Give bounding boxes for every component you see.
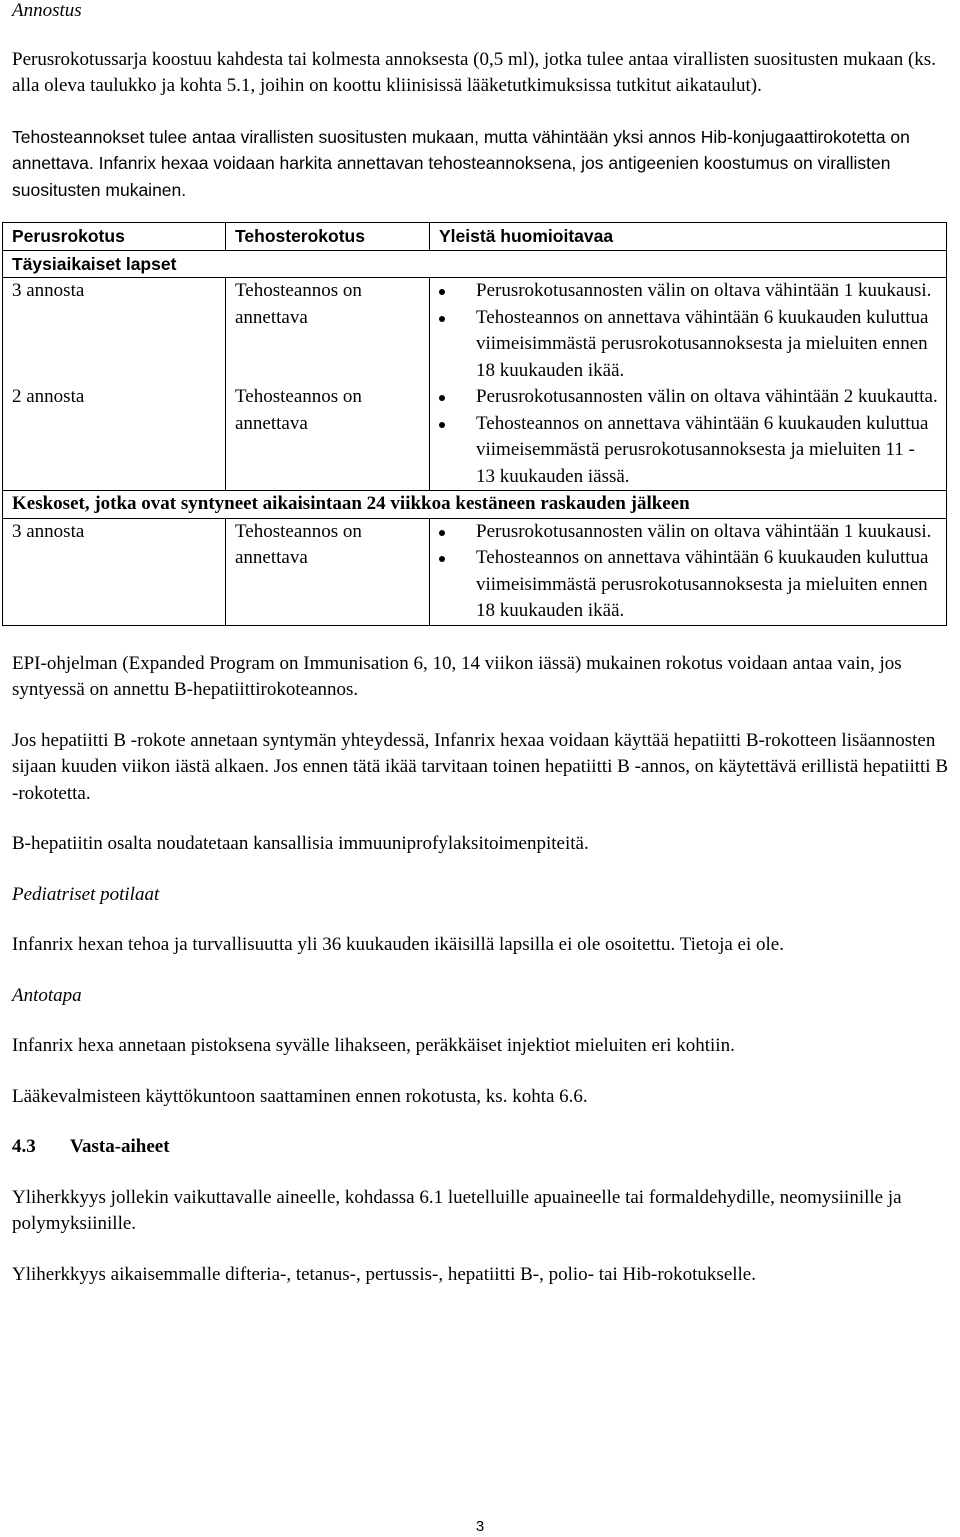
dosage-table	[2, 222, 947, 626]
section-title: Vasta-aiheet	[70, 1136, 170, 1157]
section-number: 4.3	[12, 1136, 36, 1157]
table-row	[3, 518, 947, 625]
table-header-row	[3, 223, 947, 251]
list-item: Perusrokotusannosten välin on oltava vähintään 1 kuukausi.	[476, 278, 938, 305]
row-notes	[430, 518, 947, 625]
contraindication-text1: Yliherkkyys jollekin vaikuttavalle aineelle, kohdassa 6.1 luetelluille apuaineelle tai formaldehydille, neomysiinille ja polymyksiinille.	[12, 1186, 902, 1234]
row-primary: 3 annosta	[3, 518, 226, 625]
table-row	[3, 278, 947, 385]
section1-title: Täysiaikaiset lapset	[3, 250, 947, 278]
list-item: Tehosteannos on annettava vähintään 6 kuukauden kuluttua viimeisimmästä perusrokotusannoksesta ja mieluiten ennen 18 kuukauden ikää.	[476, 305, 938, 385]
epi-paragraph: EPI-ohjelman (Expanded Program on Immunisation 6, 10, 14 viikon iässä) mukainen rokotus voidaan antaa vain, jos syntyessä on annettu B-hepatiittirokoteannos.	[12, 652, 902, 700]
pediatric-heading: Pediatriset potilaat	[12, 883, 160, 905]
header-booster: Tehosterokotus	[226, 223, 430, 251]
hepb-paragraph: Jos hepatiitti B -rokote annetaan syntymän yhteydessä, Infanrix hexaa voidaan käyttää hepatiitti B-rokotteen lisäannosten sijaan kuuden viikon iästä alkaen. Jos ennen tätä ikää tarvitaan toinen hepatiitti B -annos, on käytettävä erillistä hepatiitti B -rokotetta.	[12, 729, 949, 804]
section2-title: Keskoset, jotka ovat syntyneet aikaisintaan 24 viikkoa kestäneen raskauden jälkeen	[3, 491, 947, 519]
row-notes	[430, 278, 947, 385]
list-item: Tehosteannos on annettava vähintään 6 kuukauden kuluttua viimeisemmästä perusrokotusannoksesta ja mieluiten 11 - 13 kuukauden iässä.	[476, 411, 938, 491]
antotapa-heading: Antotapa	[12, 984, 82, 1006]
page-number: 3	[475, 1518, 485, 1535]
section1-title-row	[3, 250, 947, 278]
table-row	[3, 384, 947, 491]
annostus-para2: Tehosteannokset tulee antaa virallisten suositusten mukaan, mutta vähintään yksi annos Hib-konjugaattirokotetta on annettava. Infanrix hexaa voidaan harkita annettavan tehosteannoksena, jos antigeenien koostumus on virallisten suositusten mukainen.	[12, 126, 910, 200]
antotapa-text1: Infanrix hexa annetaan pistoksena syvälle lihakseen, peräkkäiset injektiot mieluiten eri kohtiin.	[12, 1035, 735, 1056]
row-booster: Tehosteannos on annettava	[226, 518, 430, 625]
list-item: Perusrokotusannosten välin on oltava vähintään 2 kuukautta.	[476, 384, 938, 411]
header-primary: Perusrokotus	[3, 223, 226, 251]
national-paragraph: B-hepatiitin osalta noudatetaan kansallisia immuuniprofylaksitoimenpiteitä.	[12, 833, 589, 854]
row-primary: 3 annosta	[3, 278, 226, 385]
row-notes	[430, 384, 947, 491]
row-booster: Tehosteannos on annettava	[226, 384, 430, 491]
row-primary: 2 annosta	[3, 384, 226, 491]
pediatric-text: Infanrix hexan tehoa ja turvallisuutta yli 36 kuukauden ikäisillä lapsilla ei ole osoitettu. Tietoja ei ole.	[12, 934, 784, 955]
antotapa-text2: Lääkevalmisteen käyttökuntoon saattaminen ennen rokotusta, ks. kohta 6.6.	[12, 1085, 588, 1107]
contraindication-text2: Yliherkkyys aikaisemmalle difteria-, tetanus-, pertussis-, hepatiitti B-, polio- tai Hib-rokotukselle.	[12, 1263, 756, 1285]
section2-title-row	[3, 491, 947, 519]
annostus-heading: Annostus	[12, 0, 82, 21]
header-notes: Yleistä huomioitavaa	[430, 223, 947, 251]
list-item: Tehosteannos on annettava vähintään 6 kuukauden kuluttua viimeisimmästä perusrokotusannoksesta ja mieluiten ennen 18 kuukauden ikää.	[476, 545, 938, 625]
list-item: Perusrokotusannosten välin on oltava vähintään 1 kuukausi.	[476, 519, 938, 546]
document-page	[12, 0, 952, 1288]
annostus-para1: Perusrokotussarja koostuu kahdesta tai kolmesta annoksesta (0,5 ml), jotka tulee antaa virallisten suositusten mukaan (ks. alla oleva taulukko ja kohta 5.1, joihin on koottu kliinisissä lääketutkimuksissa tutkitut aikataulut).	[12, 48, 936, 96]
section-4-3-heading	[12, 1134, 952, 1161]
row-booster: Tehosteannos on annettava	[226, 278, 430, 385]
